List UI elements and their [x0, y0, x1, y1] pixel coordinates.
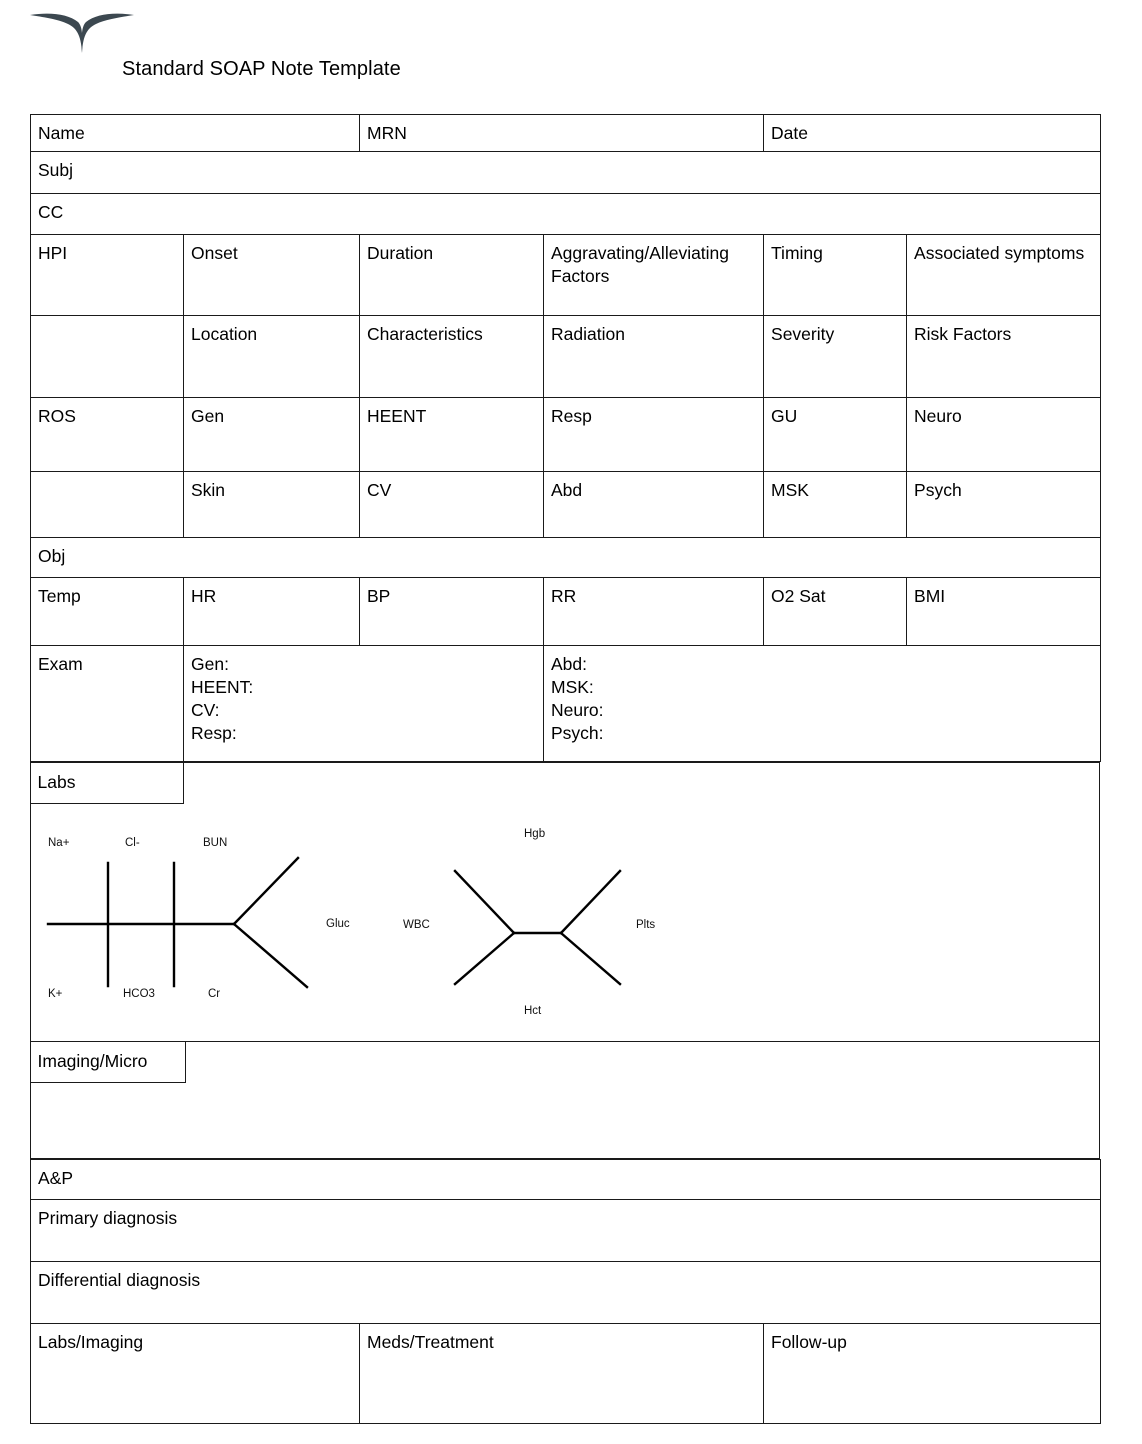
field-vital-o2-sat[interactable]: O2 Sat: [764, 578, 907, 646]
table-row-primary-diagnosis: [31, 1200, 1101, 1262]
soap-table-upper: [30, 114, 1100, 762]
field-vital-bmi[interactable]: BMI: [907, 578, 1101, 646]
section-header-assessment-plan: A&P: [31, 1160, 1101, 1200]
field-ros-psych[interactable]: Psych: [907, 472, 1101, 538]
wings-logo: [28, 6, 136, 56]
field-name[interactable]: Name: [31, 115, 360, 152]
field-plan-follow-up[interactable]: Follow-up: [764, 1324, 1101, 1424]
field-mrn[interactable]: MRN: [360, 115, 764, 152]
table-row-plan-columns: [31, 1324, 1101, 1424]
label-hpi: HPI: [31, 235, 184, 316]
field-vital-bp[interactable]: BP: [360, 578, 544, 646]
field-hpi-aggravating-alleviating[interactable]: Aggravating/Alleviating Factors: [544, 235, 764, 316]
field-vital-rr[interactable]: RR: [544, 578, 764, 646]
soap-table-lower: [30, 1159, 1100, 1424]
lab-fishbone-diagrams: [31, 763, 1098, 1040]
section-header-subjective: Subj: [31, 152, 1101, 194]
spacer-ros: [31, 472, 184, 538]
field-ros-cv[interactable]: CV: [360, 472, 544, 538]
field-hpi-timing[interactable]: Timing: [764, 235, 907, 316]
lab-label-cl: Cl-: [125, 837, 140, 849]
field-hpi-radiation[interactable]: Radiation: [544, 316, 764, 398]
table-row-patient-header: [31, 115, 1101, 152]
imaging-micro-section: [30, 1042, 1100, 1159]
section-header-objective: Obj: [31, 538, 1101, 578]
lab-label-k: K+: [48, 988, 63, 1000]
labs-section: [30, 762, 1100, 1042]
label-imaging-micro: Imaging/Micro: [30, 1041, 186, 1083]
field-hpi-onset[interactable]: Onset: [184, 235, 360, 316]
label-ros: ROS: [31, 398, 184, 472]
field-hpi-severity[interactable]: Severity: [764, 316, 907, 398]
table-row-differential-diagnosis: [31, 1262, 1101, 1324]
field-vital-temp[interactable]: Temp: [31, 578, 184, 646]
assessment-plan-table: [30, 1159, 1101, 1424]
table-row-vitals: [31, 578, 1101, 646]
table-row-cc: [31, 194, 1101, 235]
label-labs: Labs: [30, 762, 184, 804]
lab-label-hct: Hct: [524, 1005, 542, 1017]
lab-label-plts: Plts: [636, 919, 656, 931]
field-ros-abd[interactable]: Abd: [544, 472, 764, 538]
soap-table: [30, 114, 1101, 762]
field-hpi-associated-symptoms[interactable]: Associated symptoms: [907, 235, 1101, 316]
lab-label-gluc: Gluc: [326, 918, 350, 930]
table-row-ros-1: [31, 398, 1101, 472]
field-exam-right[interactable]: Abd: MSK: Neuro: Psych:: [544, 646, 1101, 762]
field-hpi-risk-factors[interactable]: Risk Factors: [907, 316, 1101, 398]
table-row-objective-band: [31, 538, 1101, 578]
field-primary-diagnosis[interactable]: Primary diagnosis: [31, 1200, 1101, 1262]
lab-label-hgb: Hgb: [524, 828, 546, 840]
field-plan-meds-treatment[interactable]: Meds/Treatment: [360, 1324, 764, 1424]
field-ros-gu[interactable]: GU: [764, 398, 907, 472]
page-title: Standard SOAP Note Template: [122, 58, 401, 80]
field-ros-msk[interactable]: MSK: [764, 472, 907, 538]
field-ros-gen[interactable]: Gen: [184, 398, 360, 472]
field-vital-hr[interactable]: HR: [184, 578, 360, 646]
lab-label-bun: BUN: [203, 837, 228, 849]
table-row-subjective-band: [31, 152, 1101, 194]
label-exam: Exam: [31, 646, 184, 762]
lab-label-wbc: WBC: [403, 919, 430, 931]
table-row-ros-2: [31, 472, 1101, 538]
field-hpi-duration[interactable]: Duration: [360, 235, 544, 316]
field-hpi-characteristics[interactable]: Characteristics: [360, 316, 544, 398]
table-row-exam: [31, 646, 1101, 762]
table-row-hpi-1: [31, 235, 1101, 316]
field-ros-resp[interactable]: Resp: [544, 398, 764, 472]
field-date[interactable]: Date: [764, 115, 1101, 152]
field-ros-skin[interactable]: Skin: [184, 472, 360, 538]
field-exam-left[interactable]: Gen: HEENT: CV: Resp:: [184, 646, 544, 762]
field-cc[interactable]: CC: [31, 194, 1101, 235]
field-ros-heent[interactable]: HEENT: [360, 398, 544, 472]
field-differential-diagnosis[interactable]: Differential diagnosis: [31, 1262, 1101, 1324]
field-hpi-location[interactable]: Location: [184, 316, 360, 398]
table-row-hpi-2: [31, 316, 1101, 398]
field-plan-labs-imaging[interactable]: Labs/Imaging: [31, 1324, 360, 1424]
lab-label-cr: Cr: [208, 988, 221, 1000]
lab-label-hco3: HCO3: [123, 988, 155, 1000]
document-header: [0, 0, 1142, 110]
lab-label-na: Na+: [48, 837, 70, 849]
table-row-ap-band: [31, 1160, 1101, 1200]
field-ros-neuro[interactable]: Neuro: [907, 398, 1101, 472]
spacer-hpi: [31, 316, 184, 398]
